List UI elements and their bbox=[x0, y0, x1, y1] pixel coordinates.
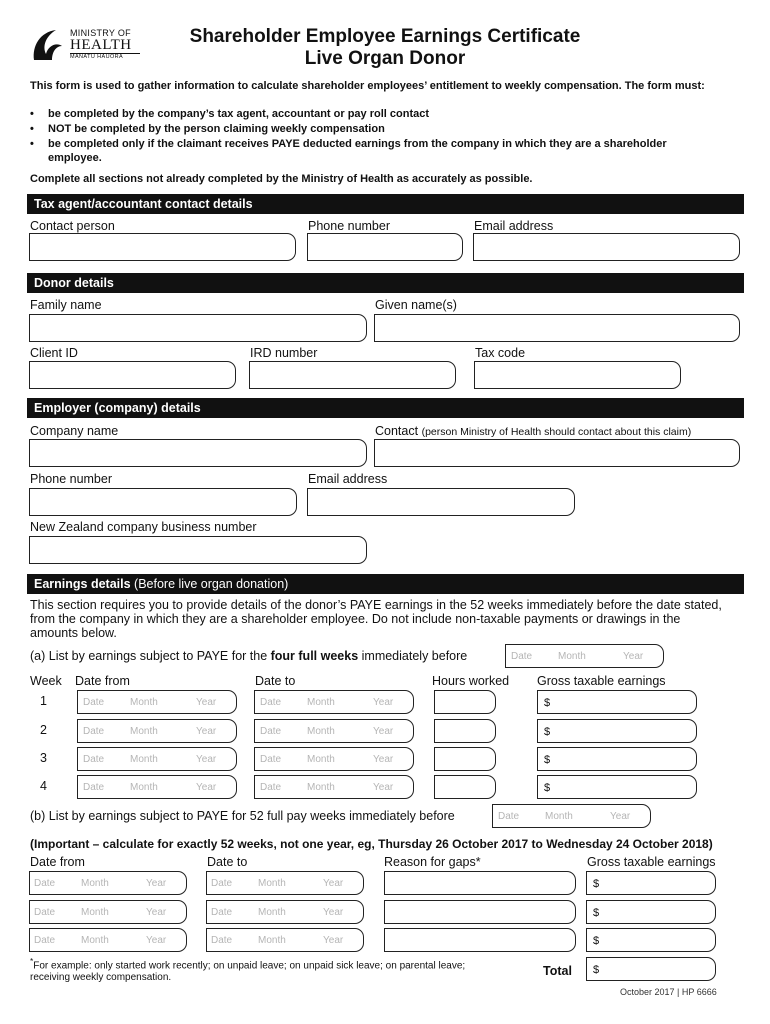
gap-date-from-input[interactable]: Date Month Year bbox=[29, 871, 187, 895]
given-names-label: Given name(s) bbox=[375, 298, 457, 312]
tax-agent-heading: Tax agent/accountant contact details bbox=[27, 194, 744, 214]
intro-bullet: • NOT be completed by the person claiming weekly compensation bbox=[30, 123, 385, 135]
koru-icon bbox=[30, 26, 66, 62]
gap-gross-input[interactable]: $ bbox=[586, 900, 716, 924]
week-date-to-input[interactable]: Date Month Year bbox=[254, 690, 414, 714]
earnings-heading: Earnings details (Before live organ donation) bbox=[27, 574, 744, 594]
week-number: 4 bbox=[40, 779, 47, 793]
b-date-from-header: Date from bbox=[30, 855, 85, 869]
company-contact-label: Contact (person Ministry of Health should contact about this claim) bbox=[375, 424, 692, 438]
intro-lead: This form is used to gather information to calculate shareholder employees’ entitlement to weekly compensation. The form must: bbox=[30, 80, 705, 92]
business-number-label: New Zealand company business number bbox=[30, 520, 257, 534]
important-note: (Important – calculate for exactly 52 weeks, not one year, eg, Thursday 26 October 2017 to Wednesday 24 October 2018) bbox=[30, 837, 713, 851]
employer-phone-input[interactable] bbox=[29, 488, 297, 516]
week-date-from-input[interactable]: Date Month Year bbox=[77, 747, 237, 771]
date-from-col-header: Date from bbox=[75, 674, 130, 688]
week-gross-input[interactable]: $ bbox=[537, 747, 697, 771]
logo-line1: MINISTRY OF bbox=[70, 28, 131, 38]
business-number-input[interactable] bbox=[29, 536, 367, 564]
agent-phone-label: Phone number bbox=[308, 219, 391, 233]
week-hours-input[interactable] bbox=[434, 719, 496, 743]
week-date-from-input[interactable]: Date Month Year bbox=[77, 775, 237, 799]
tax-code-input[interactable] bbox=[474, 361, 681, 389]
part-a-label: (a) List by earnings subject to PAYE for the four full weeks immediately before bbox=[30, 649, 468, 663]
complete-note: Complete all sections not already completed by the Ministry of Health as accurately as possible. bbox=[30, 173, 533, 185]
b-reason-header: Reason for gaps* bbox=[384, 855, 481, 869]
family-name-label: Family name bbox=[30, 298, 102, 312]
week-date-from-input[interactable]: Date Month Year bbox=[77, 719, 237, 743]
tax-code-label: Tax code bbox=[475, 346, 526, 360]
gap-reason-input[interactable] bbox=[384, 871, 576, 895]
week-gross-input[interactable]: $ bbox=[537, 775, 697, 799]
week-hours-input[interactable] bbox=[434, 747, 496, 771]
gap-date-to-input[interactable]: Date Month Year bbox=[206, 871, 364, 895]
agent-email-label: Email address bbox=[474, 219, 554, 233]
family-name-input[interactable] bbox=[29, 314, 367, 342]
b-date-to-header: Date to bbox=[207, 855, 248, 869]
form-title: Shareholder Employee Earnings Certificate bbox=[189, 26, 581, 47]
donor-heading: Donor details bbox=[27, 273, 744, 293]
company-name-label: Company name bbox=[30, 424, 119, 438]
week-number: 3 bbox=[40, 751, 47, 765]
gap-date-to-input[interactable]: Date Month Year bbox=[206, 928, 364, 952]
logo-line3: MANATŪ HAUORA bbox=[70, 54, 124, 60]
week-number: 1 bbox=[40, 694, 47, 708]
week-date-to-input[interactable]: Date Month Year bbox=[254, 775, 414, 799]
agent-phone-input[interactable] bbox=[307, 233, 463, 261]
hours-col-header: Hours worked bbox=[432, 674, 510, 688]
intro-bullet: • be completed only if the claimant receives PAYE deducted earnings from the company in which they are a shareholder employee. bbox=[30, 138, 667, 164]
gap-date-from-input[interactable]: Date Month Year bbox=[29, 900, 187, 924]
employer-heading: Employer (company) details bbox=[27, 398, 744, 418]
employer-email-label: Email address bbox=[308, 472, 388, 486]
b-gross-header: Gross taxable earnings bbox=[587, 855, 716, 869]
company-contact-input[interactable] bbox=[374, 439, 740, 467]
earnings-description: This section requires you to provide details of the donor’s PAYE earnings in the 52 weeks immediately before the date stated, from the company in which they are a shareholder employee. Do not include non-taxable payments or drawings in the amounts below. bbox=[30, 598, 722, 640]
employer-phone-label: Phone number bbox=[30, 472, 113, 486]
gap-reason-input[interactable] bbox=[384, 928, 576, 952]
total-input[interactable]: $ bbox=[586, 957, 716, 981]
form-code: October 2017 | HP 6666 bbox=[620, 987, 717, 997]
logo-line2: HEALTH bbox=[70, 37, 132, 53]
footnote: *For example: only started work recently; on unpaid leave; on unpaid sick leave; on parental leave; receiving weekly compensation. bbox=[30, 956, 466, 984]
contact-person-input[interactable] bbox=[29, 233, 296, 261]
part-b-date-input[interactable]: Date Month Year bbox=[492, 804, 651, 828]
employer-email-input[interactable] bbox=[307, 488, 575, 516]
date-to-col-header: Date to bbox=[255, 674, 296, 688]
intro-bullet: • be completed by the company’s tax agent, accountant or pay roll contact bbox=[30, 108, 430, 120]
ird-number-input[interactable] bbox=[249, 361, 456, 389]
week-date-from-input[interactable]: Date Month Year bbox=[77, 690, 237, 714]
gap-gross-input[interactable]: $ bbox=[586, 871, 716, 895]
gap-reason-input[interactable] bbox=[384, 900, 576, 924]
part-b-label: (b) List by earnings subject to PAYE for 52 full pay weeks immediately before bbox=[30, 809, 455, 823]
ird-number-label: IRD number bbox=[250, 346, 318, 360]
agent-email-input[interactable] bbox=[473, 233, 740, 261]
week-col-header: Week bbox=[30, 674, 62, 688]
form-subtitle: Live Organ Donor bbox=[304, 48, 466, 69]
part-a-date-input[interactable]: Date Month Year bbox=[505, 644, 664, 668]
week-gross-input[interactable]: $ bbox=[537, 719, 697, 743]
contact-person-label: Contact person bbox=[30, 219, 115, 233]
gap-date-to-input[interactable]: Date Month Year bbox=[206, 900, 364, 924]
gap-date-from-input[interactable]: Date Month Year bbox=[29, 928, 187, 952]
week-date-to-input[interactable]: Date Month Year bbox=[254, 719, 414, 743]
gross-col-header: Gross taxable earnings bbox=[537, 674, 666, 688]
week-number: 2 bbox=[40, 723, 47, 737]
client-id-input[interactable] bbox=[29, 361, 236, 389]
week-hours-input[interactable] bbox=[434, 690, 496, 714]
client-id-label: Client ID bbox=[30, 346, 78, 360]
week-date-to-input[interactable]: Date Month Year bbox=[254, 747, 414, 771]
week-hours-input[interactable] bbox=[434, 775, 496, 799]
gap-gross-input[interactable]: $ bbox=[586, 928, 716, 952]
given-names-input[interactable] bbox=[374, 314, 740, 342]
total-label: Total bbox=[543, 964, 572, 978]
week-gross-input[interactable]: $ bbox=[537, 690, 697, 714]
company-name-input[interactable] bbox=[29, 439, 367, 467]
ministry-logo bbox=[30, 26, 144, 64]
